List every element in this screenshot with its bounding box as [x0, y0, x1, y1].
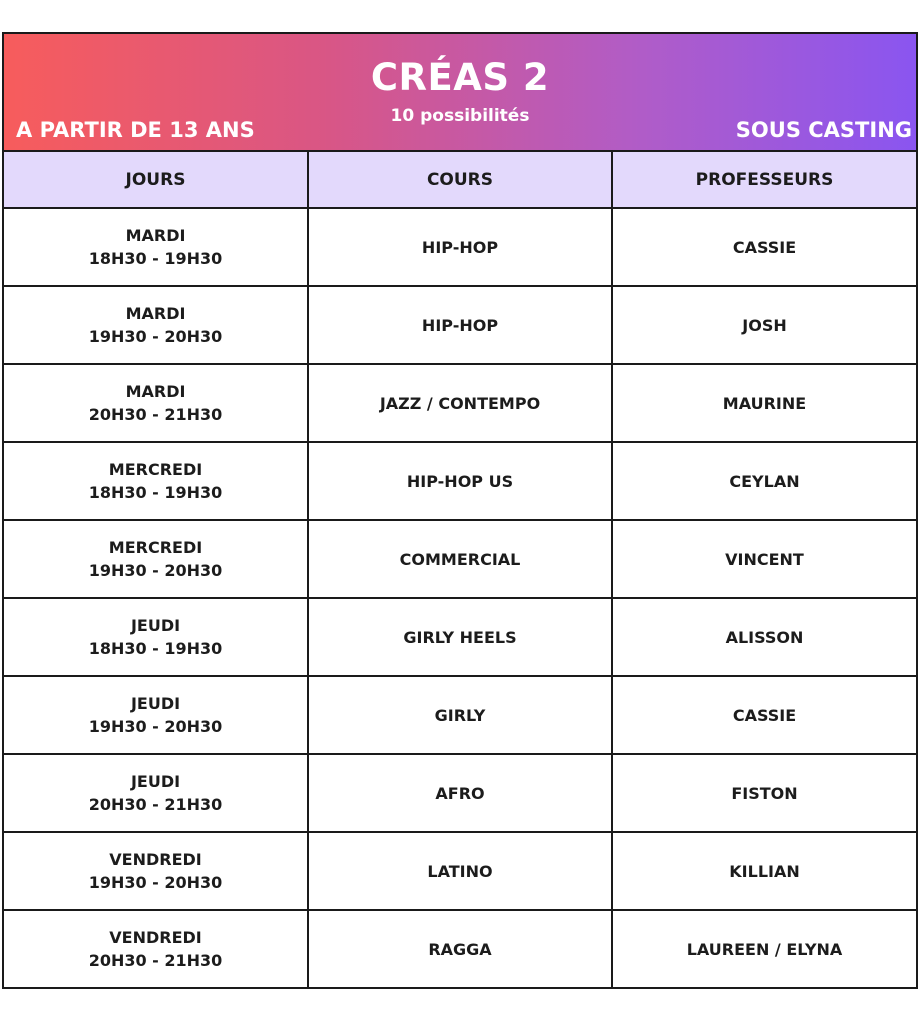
- schedule-sheet: [2, 32, 918, 989]
- schedule-table: [4, 152, 916, 987]
- teacher-cell: CASSIE: [612, 208, 916, 286]
- teacher-cell: FISTON: [612, 754, 916, 832]
- table-header-row: [4, 152, 916, 208]
- column-header-jours: JOURS: [4, 152, 308, 208]
- day-label: JEUDI: [130, 616, 181, 635]
- page-subtitle: 10 possibilités: [390, 106, 530, 126]
- teacher-cell: KILLIAN: [612, 832, 916, 910]
- course-cell: JAZZ / CONTEMPO: [308, 364, 612, 442]
- time-label: 19H30 - 20H30: [88, 717, 223, 736]
- table-row: [4, 442, 916, 520]
- time-label: 20H30 - 21H30: [88, 795, 223, 814]
- teacher-cell: JOSH: [612, 286, 916, 364]
- teacher-cell: CEYLAN: [612, 442, 916, 520]
- day-label: JEUDI: [130, 772, 181, 791]
- course-cell: RAGGA: [308, 910, 612, 987]
- course-cell: HIP-HOP: [308, 208, 612, 286]
- teacher-cell: CASSIE: [612, 676, 916, 754]
- header-banner: [4, 34, 916, 152]
- teacher-cell: VINCENT: [612, 520, 916, 598]
- time-label: 18H30 - 19H30: [88, 639, 223, 658]
- day-label: MERCREDI: [108, 460, 203, 479]
- teacher-cell: LAUREEN / ELYNA: [612, 910, 916, 987]
- day-cell: [4, 442, 308, 520]
- time-label: 18H30 - 19H30: [88, 249, 223, 268]
- day-cell: [4, 598, 308, 676]
- day-cell: [4, 364, 308, 442]
- day-cell: [4, 520, 308, 598]
- course-cell: GIRLY: [308, 676, 612, 754]
- day-cell: [4, 754, 308, 832]
- time-label: 19H30 - 20H30: [88, 873, 223, 892]
- day-label: MARDI: [125, 226, 186, 245]
- teacher-cell: ALISSON: [612, 598, 916, 676]
- day-label: MARDI: [125, 304, 186, 323]
- table-row: [4, 208, 916, 286]
- teacher-cell: MAURINE: [612, 364, 916, 442]
- column-header-professeurs: PROFESSEURS: [612, 152, 916, 208]
- age-label: A PARTIR DE 13 ANS: [16, 118, 255, 142]
- day-cell: [4, 910, 308, 987]
- table-row: [4, 676, 916, 754]
- course-cell: GIRLY HEELS: [308, 598, 612, 676]
- day-label: MERCREDI: [108, 538, 203, 557]
- page-title: CRÉAS 2: [370, 56, 550, 99]
- table-row: [4, 364, 916, 442]
- column-header-cours: COURS: [308, 152, 612, 208]
- table-row: [4, 910, 916, 987]
- table-row: [4, 286, 916, 364]
- day-cell: [4, 832, 308, 910]
- table-row: [4, 598, 916, 676]
- course-cell: LATINO: [308, 832, 612, 910]
- course-cell: AFRO: [308, 754, 612, 832]
- table-row: [4, 754, 916, 832]
- time-label: 19H30 - 20H30: [88, 561, 223, 580]
- day-label: JEUDI: [130, 694, 181, 713]
- time-label: 20H30 - 21H30: [88, 951, 223, 970]
- casting-label: SOUS CASTING: [735, 118, 912, 142]
- course-cell: HIP-HOP: [308, 286, 612, 364]
- day-cell: [4, 286, 308, 364]
- time-label: 19H30 - 20H30: [88, 327, 223, 346]
- table-row: [4, 832, 916, 910]
- time-label: 20H30 - 21H30: [88, 405, 223, 424]
- day-label: MARDI: [125, 382, 186, 401]
- day-label: VENDREDI: [109, 928, 202, 947]
- course-cell: COMMERCIAL: [308, 520, 612, 598]
- course-cell: HIP-HOP US: [308, 442, 612, 520]
- time-label: 18H30 - 19H30: [88, 483, 223, 502]
- day-label: VENDREDI: [109, 850, 202, 869]
- day-cell: [4, 208, 308, 286]
- table-row: [4, 520, 916, 598]
- day-cell: [4, 676, 308, 754]
